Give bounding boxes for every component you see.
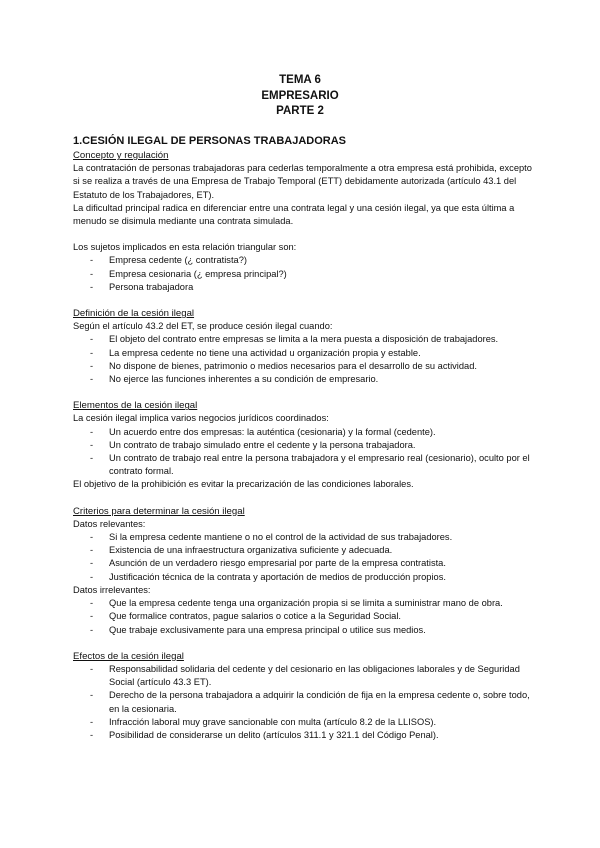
irrelevantes-list [73,597,535,637]
list-item: - Un contrato de trabajo real entre la persona trabajadora y el empresario real (cesionario), oculto por el contrato formal. [90,453,530,477]
list-item: - No dispone de bienes, patrimonio o medios necesarios para el desarrollo de su actividad. [90,360,477,371]
list-item: - El objeto del contrato entre empresas se limita a la mera puesta a disposición de trabajadores. [90,334,499,345]
list-item: - No ejerce las funciones inherentes a su condición de empresario. [90,374,379,385]
title-parte: PARTE 2 [276,105,324,117]
title-empresario: EMPRESARIO [261,89,339,102]
list-item: - Si la empresa cedente mantiene o no el control de la actividad de sus trabajadores. [90,532,453,543]
elementos-intro: La cesión ilegal implica varios negocios jurídicos coordinados: [73,413,329,424]
list-item: - Infracción laboral muy grave sancionable con multa (artículo 8.2 de la LLISOS). [90,716,437,727]
list-item: - Un acuerdo entre dos empresas: la auténtica (cesionaria) y la formal (cedente). [90,426,436,437]
sujetos-intro: Los sujetos implicados en esta relación triangular son: [73,242,297,253]
list-item: - Asunción de un verdadero riesgo empresarial por parte de la empresa contratista. [90,558,446,569]
relevantes-list [73,531,535,584]
list-item: - Empresa cedente (¿ contratista?) [90,255,247,266]
relevantes-label: Datos relevantes: [73,518,146,529]
document-body [73,134,535,742]
subtitle-concepto: Concepto y regulación [73,150,169,161]
list-item: - Un contrato de trabajo simulado entre el cedente y la persona trabajadora. [90,439,416,450]
list-item: - Que formalice contratos, pague salarios o cotice a la Seguridad Social. [90,611,401,622]
efectos-list [73,663,535,742]
list-item: - Posibilidad de considerarse un delito (artículos 311.1 y 321.1 del Código Penal). [90,729,439,740]
list-item: - Responsabilidad solidaria del cedente y del cesionario en las obligaciones laborales y de Seguridad Social (artículo 43.3 ET). [90,663,520,688]
elementos-closing: El objetivo de la prohibición es evitar la precarización de las condiciones laborales. [73,479,414,490]
subtitle-efectos: Efectos de la cesión ilegal [73,650,184,662]
list-item: - Derecho de la persona trabajadora a adquirir la condición de fija en la empresa cedente o, sobre todo, en la cesionaria. [90,690,530,714]
list-item: - Justificación técnica de la contrata y aportación de medios de producción propios. [90,571,446,582]
paragraph: La contratación de personas trabajadoras para cederlas temporalmente a otra empresa está prohibida, excepto si se realiza a través de una Empresa de Trabajo Temporal (ETT) debidamente autorizada (artículo 43.1 del Estatuto de los Trabajadores, ET). [73,163,532,200]
section-heading: 1.CESIÓN ILEGAL DE PERSONAS TRABAJADORAS [73,135,347,147]
list-item: - La empresa cedente no tiene una actividad u organización propia y estable. [90,347,421,358]
sujetos-list [73,254,535,294]
definicion-intro: Según el artículo 43.2 del ET, se produce cesión ilegal cuando: [73,321,333,332]
paragraph: La dificultad principal radica en diferenciar entre una contrata legal y una cesión ilegal, ya que esta última a menudo se disimula mediante una contrata simulada. [73,202,515,227]
list-item: - Que trabaje exclusivamente para una empresa principal o utilice sus medios. [90,624,426,635]
list-item: - Que la empresa cedente tenga una organización propia si se limita a suministrar mano de obra. [90,598,503,609]
subtitle-elementos: Elementos de la cesión ilegal [73,400,198,412]
list-item: - Existencia de una infraestructura organizativa suficiente y adecuada. [90,545,393,556]
list-item: - Persona trabajadora [90,281,194,292]
title-block [0,73,600,120]
subtitle-criterios: Criterios para determinar la cesión ilegal [73,505,245,517]
elementos-list [73,426,535,479]
subtitle-definicion: Definición de la cesión ilegal [73,308,195,320]
irrelevantes-label: Datos irrelevantes: [73,584,151,595]
list-item: - Empresa cesionaria (¿ empresa principal?) [90,268,287,279]
definicion-list [73,333,535,386]
title-tema: TEMA 6 [279,74,321,86]
